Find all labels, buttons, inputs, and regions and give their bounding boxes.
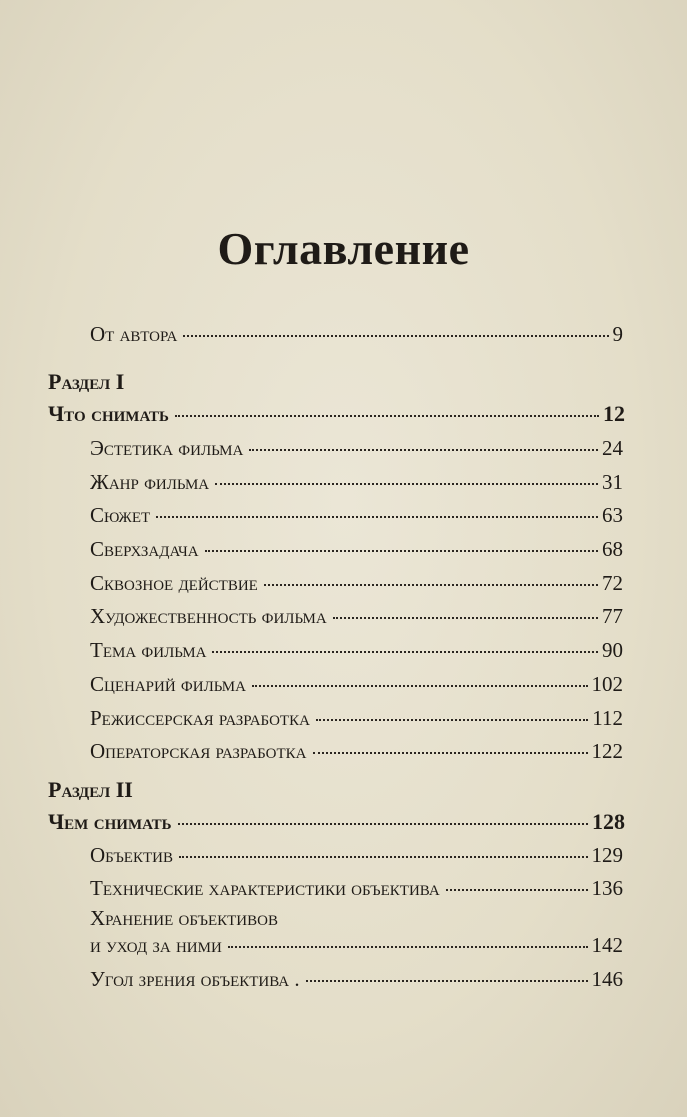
dot-leader [316, 719, 588, 721]
toc-entry[interactable] [90, 436, 623, 461]
entry-label: Тема фильма [90, 638, 207, 662]
toc-entry[interactable] [90, 638, 623, 663]
toc-entry[interactable] [90, 876, 623, 901]
entry-label: Сверхзадача [90, 537, 199, 561]
toc-entry[interactable] [90, 503, 623, 528]
dot-leader [179, 856, 588, 858]
entry-label: Режиссерская разработка [90, 706, 310, 730]
entry-page: 129 [591, 843, 623, 867]
dot-leader [212, 651, 598, 653]
page-title: Оглавление [217, 223, 470, 274]
entry-label: Угол зрения объектива . [90, 967, 300, 991]
entry-label: Сценарий фильма [90, 672, 246, 696]
chapter-label: Что снимать [48, 401, 169, 426]
entry-page: 146 [591, 967, 623, 991]
chapter-page: 128 [592, 809, 625, 834]
dot-leader [215, 483, 598, 485]
entry-label: Сквозное действие [90, 571, 258, 595]
entry-page: 142 [591, 933, 623, 957]
toc-chapter[interactable] [48, 401, 625, 427]
dot-leader [183, 335, 608, 337]
dot-leader [252, 685, 588, 687]
toc-entry-preface[interactable] [90, 322, 623, 347]
toc-entry[interactable] [90, 604, 623, 629]
entry-page: 63 [602, 503, 623, 527]
entry-label: От автора [90, 322, 178, 346]
entry-label: Объектив [90, 843, 173, 867]
entry-label: Технические характеристики объектива [90, 876, 440, 900]
entry-page: 9 [612, 322, 623, 346]
toc-entry[interactable] [90, 933, 623, 958]
toc-entry[interactable] [90, 843, 623, 868]
dot-leader [156, 516, 598, 518]
toc-entry[interactable] [90, 672, 623, 697]
toc-entry[interactable] [90, 470, 623, 495]
dot-leader [178, 823, 588, 825]
entry-label-line1[interactable]: Хранение объективов [90, 906, 278, 930]
entry-label: и уход за ними [90, 933, 222, 957]
dot-leader [249, 449, 598, 451]
entry-label: Художественность фильма [90, 604, 327, 628]
toc-entry[interactable] [90, 967, 623, 992]
dot-leader [313, 752, 588, 754]
dot-leader [306, 980, 588, 982]
dot-leader [446, 889, 588, 891]
dot-leader [205, 550, 598, 552]
entry-page: 136 [591, 876, 623, 900]
dot-leader [175, 415, 599, 417]
toc-entry[interactable] [90, 537, 623, 562]
entry-page: 77 [602, 604, 623, 628]
toc-entry[interactable] [90, 706, 623, 731]
entry-page: 102 [591, 672, 623, 696]
entry-label: Сюжет [90, 503, 151, 527]
dot-leader [228, 946, 588, 948]
section-heading: Раздел I [48, 369, 125, 394]
entry-page: 90 [602, 638, 623, 662]
section-heading: Раздел II [48, 777, 133, 802]
entry-page: 72 [602, 571, 623, 595]
entry-label: Жанр фильма [90, 470, 210, 494]
toc-entry[interactable] [90, 571, 623, 596]
chapter-page: 12 [603, 401, 625, 426]
dot-leader [333, 617, 598, 619]
entry-page: 112 [592, 706, 623, 730]
entry-page: 122 [591, 739, 623, 763]
entry-page: 31 [602, 470, 623, 494]
dot-leader [264, 584, 598, 586]
entry-page: 24 [602, 436, 623, 460]
toc-chapter[interactable] [48, 809, 625, 835]
toc-entry[interactable] [90, 739, 623, 764]
entry-page: 68 [602, 537, 623, 561]
entry-label: Эстетика фильма [90, 436, 244, 460]
chapter-label: Чем снимать [48, 809, 172, 834]
entry-label: Операторская разработка [90, 739, 307, 763]
